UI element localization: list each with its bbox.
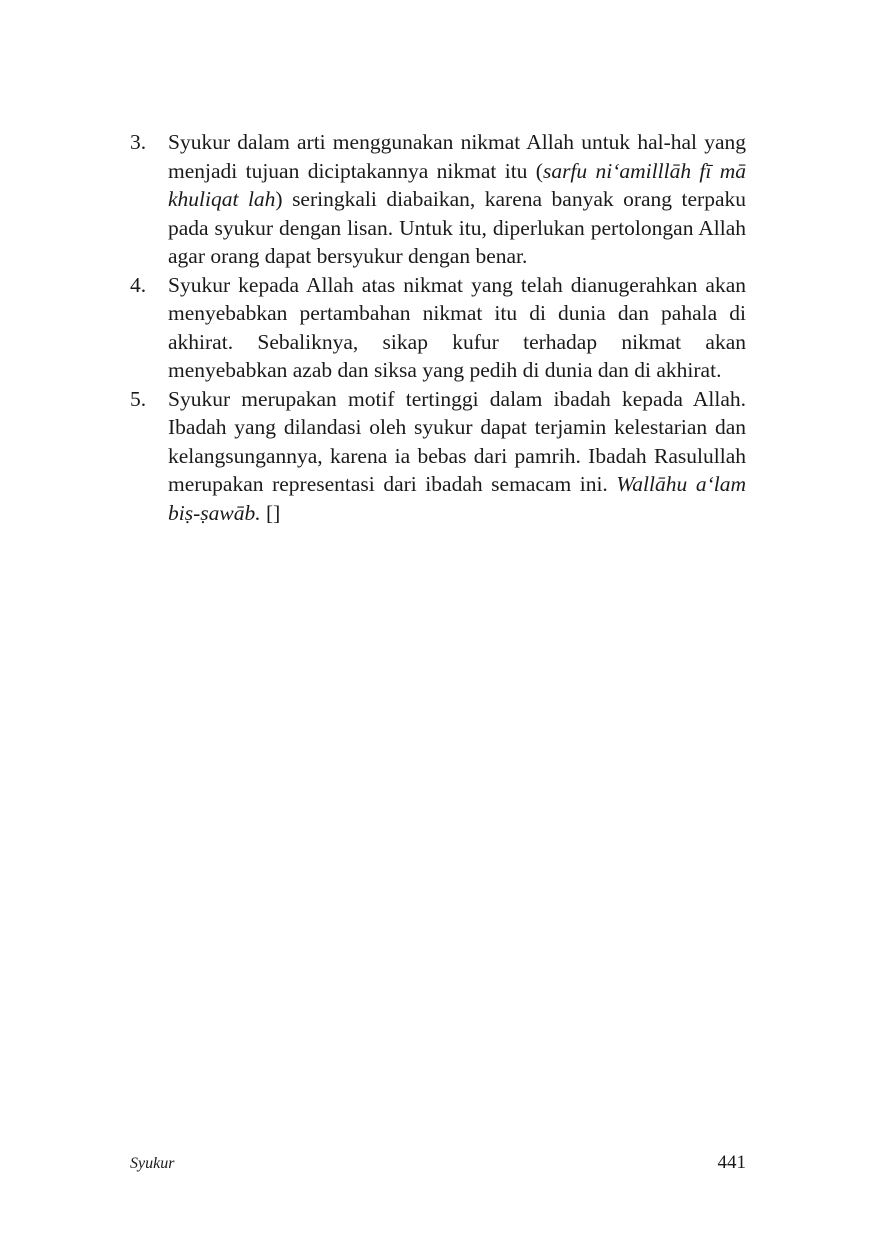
list-item-text [168,271,746,385]
running-title: Syukur [130,1155,175,1172]
list-item [130,271,746,385]
list-item-text-segment: Syukur kepada Allah atas nikmat yang telah dianugerahkan akan menyebabkan pertambahan nikmat itu di dunia dan pahala di akhirat. Sebaliknya, sikap kufur terhadap nikmat akan menyebabkan azab dan siksa yang pedih di dunia dan di akhirat. [168,272,746,382]
list-item-number: 4. [130,272,147,297]
page-body [130,128,746,527]
list-item-text-segment: Syukur dalam arti menggunakan nikmat Allah untuk hal-hal yang menjadi tujuan diciptakannya nikmat itu ( [168,130,746,183]
list-item-text [168,128,746,271]
page-footer [130,1152,746,1174]
end-mark: [] [260,500,281,525]
list-item-text [168,385,746,528]
list-item-number: 5. [130,386,147,411]
list-item-text-segment: Syukur merupakan motif tertinggi dalam ibadah kepada Allah. Ibadah yang dilandasi oleh syukur dapat terjamin kelestarian dan kelangsungannya, karena ia bebas dari pamrih. Ibadah Rasulullah merupakan representasi dari ibadah semacam ini. [168,386,746,496]
closing-phrase: Wallāhu a‘lam biṣ-ṣawāb. [168,472,746,525]
list-item [130,385,746,528]
page-number: 441 [717,1152,746,1173]
list-item-text-segment: ) seringkali diabaikan, karena banyak orang terpaku pada syukur dengan lisan. Untuk itu, diperlukan pertolongan Allah agar orang dapat bersyukur dengan benar. [168,187,747,268]
list-item-number: 3. [130,130,147,154]
arabic-transliteration: sarfu ni‘amilllāh fī mā khuliqat lah [168,158,747,211]
list-item [130,128,746,271]
